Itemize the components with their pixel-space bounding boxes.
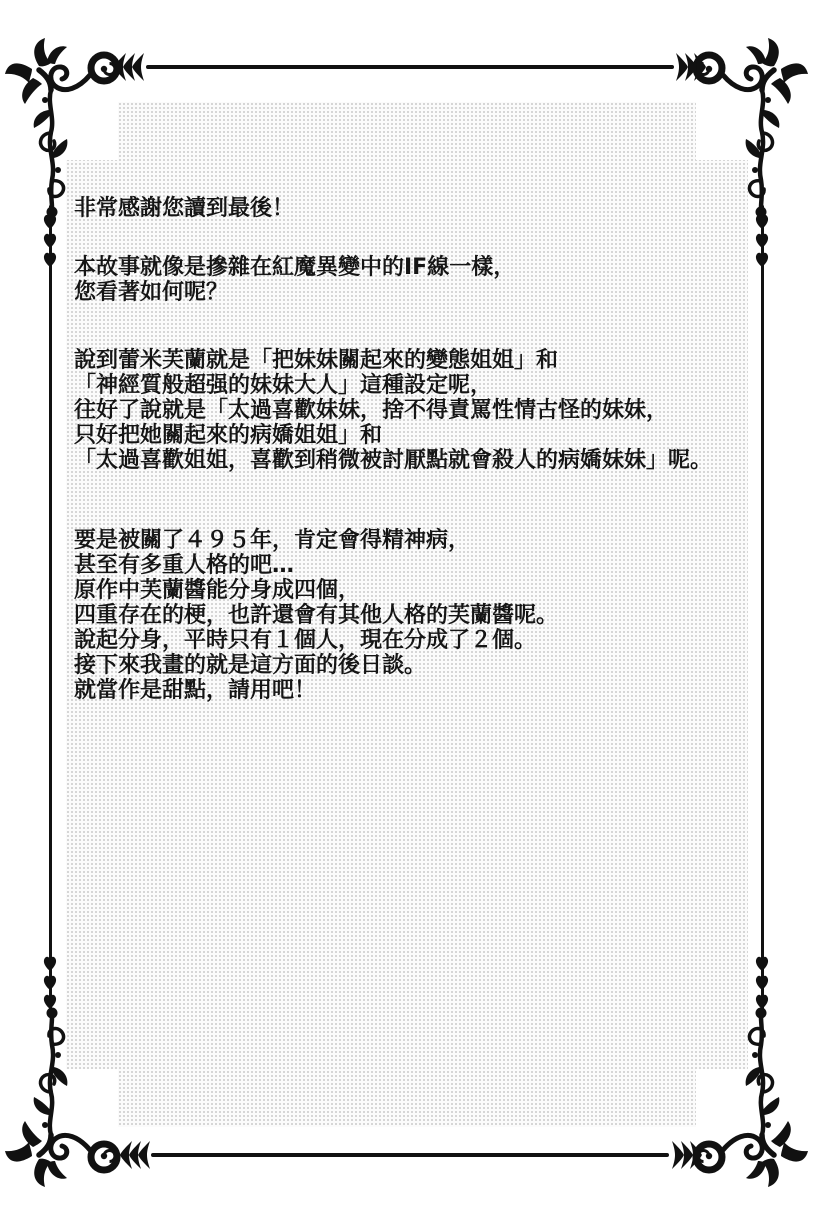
corner-flourish-bottom-left-icon xyxy=(5,1007,125,1187)
corner-flourish-bottom-right-icon xyxy=(688,1007,808,1187)
afterword-line: 就當作是甜點，請用吧！ xyxy=(74,678,317,703)
corner-flourish-top-left-icon xyxy=(5,38,125,218)
afterword-line: 只好把她關起來的病嬌姐姐」和 xyxy=(74,423,383,448)
afterword-line: 要是被關了４９５年，肯定會得精神病， xyxy=(74,528,471,553)
leaf-cluster-icon xyxy=(42,956,58,1012)
afterword-line: 「太過喜歡姐姐，喜歡到稍微被討厭點就會殺人的病嬌妹妹」呢。 xyxy=(74,448,713,473)
triple-chevron-icon xyxy=(120,1141,150,1169)
frame-rule-right xyxy=(761,205,764,1017)
afterword-line: 您看著如何呢？ xyxy=(74,280,229,305)
leaf-cluster-icon xyxy=(42,214,58,270)
afterword-line: 原作中芙蘭醬能分身成四個， xyxy=(74,578,361,603)
leaf-cluster-icon xyxy=(754,956,770,1012)
afterword-line: 甚至有多重人格的吧… xyxy=(74,553,295,578)
frame-rule-left xyxy=(49,205,52,1017)
afterword-line: 說到蕾米芙蘭就是「把妹妹關起來的變態姐姐」和 xyxy=(74,348,559,373)
leaf-cluster-icon xyxy=(754,214,770,270)
frame-rule-top xyxy=(146,65,674,69)
triple-chevron-icon xyxy=(114,53,144,81)
afterword-line: 說起分身，平時只有１個人，現在分成了２個。 xyxy=(74,628,537,653)
afterword-text-block xyxy=(74,196,734,703)
afterword-line: 「神經質般超强的妹妹大人」這種設定呢， xyxy=(74,373,493,398)
afterword-line: 往好了說就是「太過喜歡妹妹，捨不得責罵性情古怪的妹妹， xyxy=(74,398,669,423)
triple-chevron-icon xyxy=(676,53,706,81)
afterword-line: 非常感謝您讀到最後！ xyxy=(74,196,295,221)
afterword-line: 接下來我畫的就是這方面的後日談。 xyxy=(74,653,427,678)
frame-rule-bottom xyxy=(151,1153,669,1157)
afterword-line: 本故事就像是摻雜在紅魔異變中的IF線一樣， xyxy=(74,255,516,280)
triple-chevron-icon xyxy=(672,1141,702,1169)
corner-flourish-top-right-icon xyxy=(688,38,808,218)
afterword-line: 四重存在的梗，也許還會有其他人格的芙蘭醬呢。 xyxy=(74,603,559,628)
